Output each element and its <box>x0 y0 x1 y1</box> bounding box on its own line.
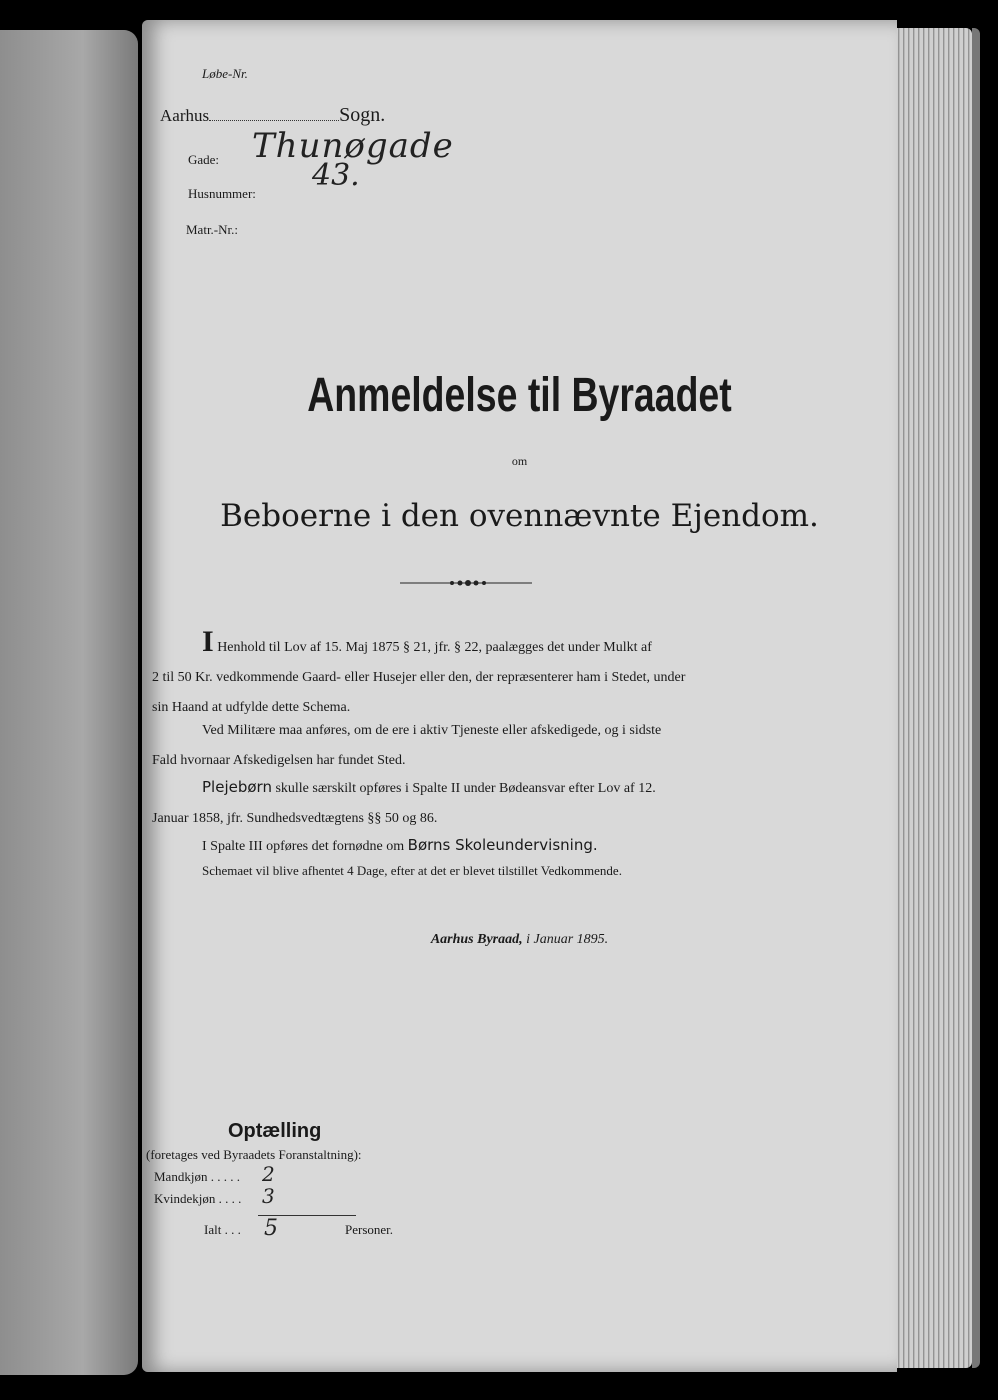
p4-emphasis: Børns Skoleundervisning. <box>407 836 598 854</box>
parish-line <box>160 104 385 127</box>
signature-date: i Januar 1895. <box>526 932 609 947</box>
count-title: Optælling <box>228 1120 322 1142</box>
p2-line-1: Ved Militære maa anføres, om de ere i aktiv Tjeneste eller afskedigede, og i sidste <box>202 723 662 738</box>
p3-emphasis: Plejebørn <box>202 778 272 796</box>
mandkjon-value: 2 <box>262 1162 275 1186</box>
p1-line-3: sin Haand at udfylde dette Schema. <box>152 700 351 715</box>
ialt-label: Ialt <box>204 1222 222 1237</box>
signature-name: Aarhus Byraad, <box>430 932 523 947</box>
husnummer-value: 43. <box>312 158 360 193</box>
document-subtitle: Beboerne i den ovennævnte Ejendom. <box>220 498 819 534</box>
p1-line-2: 2 til 50 Kr. vedkommende Gaard- eller Husejer eller den, der repræsenterer ham i Stedet, under <box>152 670 686 685</box>
p1-line-1-text: Henhold til Lov af 15. Maj 1875 § 21, jfr. § 22, paalægges det under Mulkt af <box>217 640 652 655</box>
p2-line-2: Fald hvornaar Afskedigelsen har fundet Sted. <box>152 753 406 768</box>
count-subtitle: (foretages ved Byraadets Foranstaltning): <box>146 1147 362 1162</box>
matr-nr-label: Matr.-Nr.: <box>186 222 238 237</box>
kvindekjon-value: 3 <box>262 1184 275 1208</box>
document-title: Anmeldelse til Byraadet <box>307 369 732 422</box>
body-paragraph-1 <box>152 625 798 723</box>
ialt-label-row: Ialt . . . <box>204 1222 241 1237</box>
drop-initial: I <box>202 625 214 658</box>
p4-text: I Spalte III opføres det fornødne om <box>202 839 405 854</box>
mandkjon-label-row: Mandkjøn . . . . . <box>154 1169 240 1184</box>
husnummer-label: Husnummer: <box>188 186 256 201</box>
ialt-value: 5 <box>264 1216 278 1241</box>
p3-line-1-text: skulle særskilt opføres i Spalte II under Bødeansvar efter Lov af 12. <box>275 781 656 796</box>
ornament-divider <box>400 576 532 590</box>
personer-label: Personer. <box>345 1222 394 1237</box>
left-page-edge <box>0 30 138 1375</box>
mandkjon-label: Mandkjøn <box>154 1169 208 1184</box>
gade-label: Gade: <box>188 152 220 167</box>
title-om: om <box>511 454 528 468</box>
kvindekjon-label-row: Kvindekjøn . . . . <box>154 1191 242 1206</box>
signature-line <box>142 932 897 948</box>
parish-blank <box>209 120 339 121</box>
lobe-nr-label: Løbe-Nr. <box>202 66 248 81</box>
sogn-label: Sogn. <box>339 104 386 126</box>
city-label: Aarhus <box>160 106 210 125</box>
p3-line-2: Januar 1858, jfr. Sundhedsvedtægtens §§ 50 og 86. <box>152 811 438 826</box>
p5-line-1: Schemaet vil blive afhentet 4 Dage, efter at det er blevet tilstillet Vedkommende. <box>202 863 622 878</box>
page-stack-edge <box>890 28 972 1368</box>
body-paragraph-3 <box>152 772 798 834</box>
body-paragraph-2 <box>152 716 798 776</box>
p3-line-1 <box>152 772 798 804</box>
body-paragraph-5 <box>152 856 798 886</box>
p1-line-1 <box>152 625 798 663</box>
gade-value: Thunøgade <box>252 126 454 166</box>
kvindekjon-label: Kvindekjøn <box>154 1191 216 1206</box>
